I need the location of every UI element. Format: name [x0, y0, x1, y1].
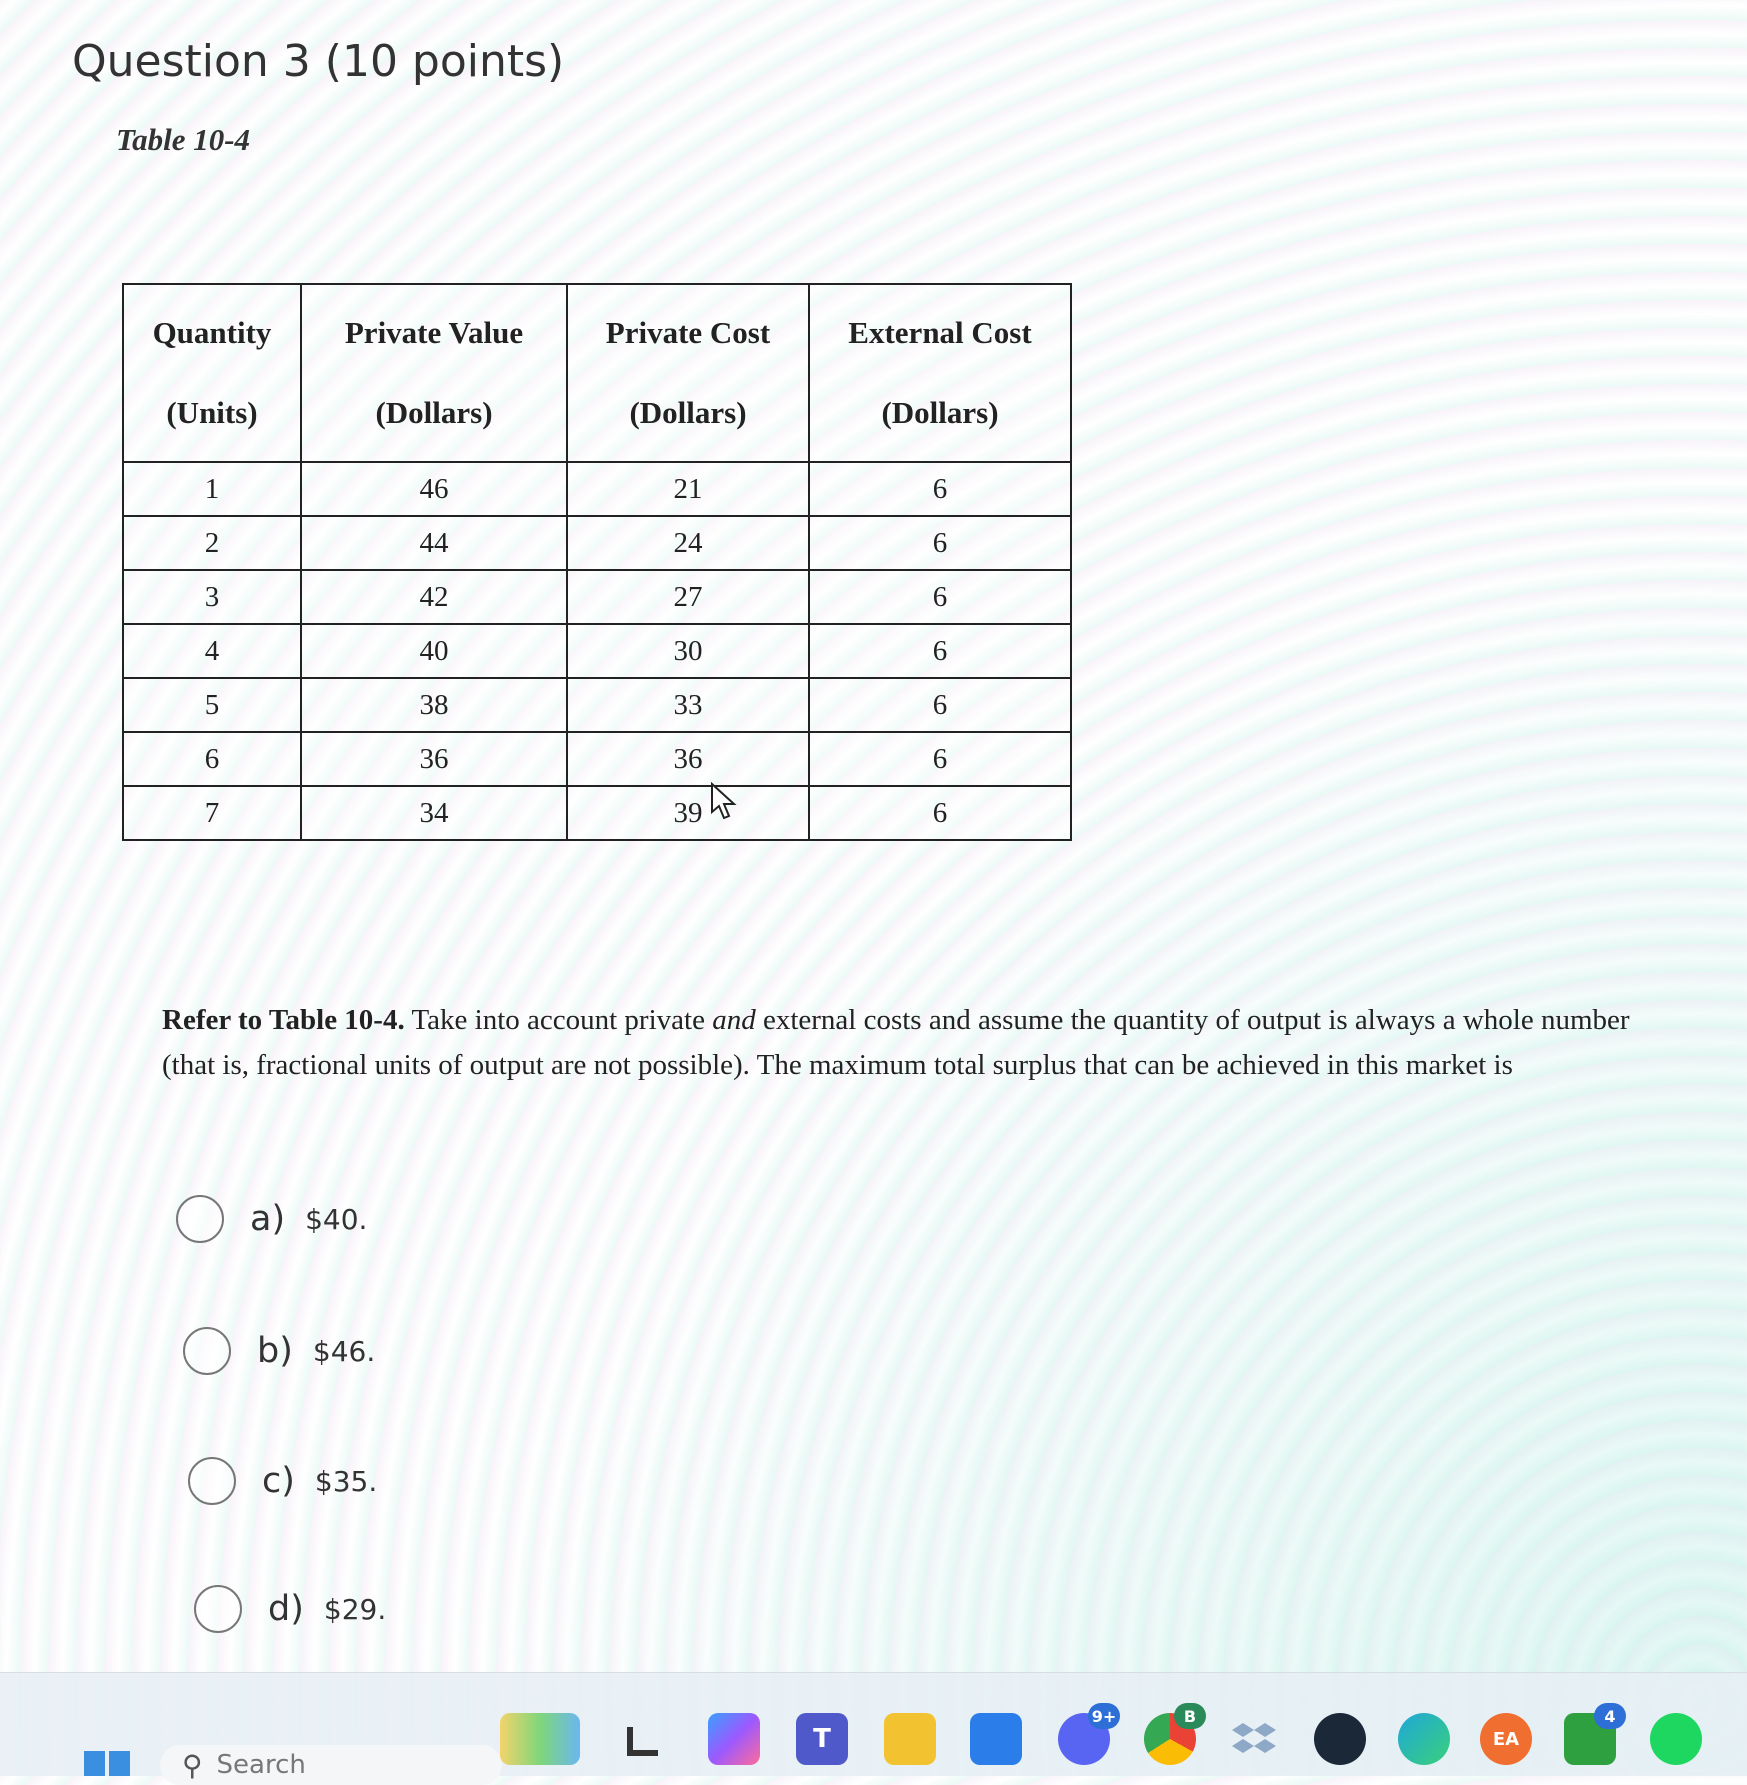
dropbox-icon[interactable] [1228, 1713, 1280, 1765]
chrome-icon[interactable] [1144, 1706, 1197, 1765]
windows-start-icon[interactable] [84, 1751, 130, 1776]
table-cell: 24 [567, 516, 809, 570]
edge-icon[interactable] [1398, 1713, 1450, 1765]
question-points: (10 points) [324, 36, 565, 87]
table-header-row [123, 284, 1071, 462]
table-cell: 40 [301, 624, 567, 678]
copilot-icon[interactable] [708, 1713, 760, 1765]
mouse-pointer-icon [710, 782, 738, 827]
widgets-icon[interactable] [500, 1713, 580, 1765]
question-title [72, 36, 564, 87]
table-cell: 6 [809, 786, 1071, 840]
table-row [123, 786, 1071, 840]
table-cell: 33 [567, 678, 809, 732]
prompt-text-part1: Take into account private [404, 1004, 713, 1036]
prompt-table-reference: Refer to Table 10-4. [162, 1004, 405, 1036]
table-cell: 36 [567, 732, 809, 786]
file-explorer-icon[interactable] [884, 1713, 936, 1765]
option-text: $35. [314, 1464, 378, 1498]
table-cell: 6 [123, 732, 301, 786]
prompt-italic-word: and [712, 1004, 756, 1036]
table-row [123, 624, 1071, 678]
table-row [123, 732, 1071, 786]
spotify-icon[interactable] [1650, 1713, 1702, 1765]
radio-button[interactable] [188, 1457, 236, 1505]
profile-badge: B [1174, 1703, 1206, 1729]
xbox-icon[interactable] [1564, 1706, 1616, 1765]
option-text: $46. [312, 1334, 376, 1368]
table-row [123, 516, 1071, 570]
table-cell: 6 [809, 462, 1071, 516]
table-cell: 39 [567, 786, 809, 840]
option-a[interactable] [176, 1195, 367, 1243]
radio-button[interactable] [176, 1195, 224, 1243]
search-placeholder: Search [216, 1750, 306, 1780]
notification-badge: 4 [1594, 1703, 1626, 1729]
option-letter: c) [262, 1461, 295, 1501]
taskbar-search-input[interactable] [160, 1745, 502, 1785]
task-view-icon[interactable] [618, 1713, 670, 1765]
table-cell: 46 [301, 462, 567, 516]
header-quantity: Quantity (Units) [123, 284, 301, 462]
option-letter: b) [257, 1331, 293, 1371]
table-cell: 36 [301, 732, 567, 786]
table-cell: 6 [809, 678, 1071, 732]
photos-icon[interactable] [970, 1713, 1022, 1765]
table-cell: 2 [123, 516, 301, 570]
table-cell: 38 [301, 678, 567, 732]
discord-icon[interactable] [1058, 1706, 1117, 1765]
table-cell: 27 [567, 570, 809, 624]
table-cell: 1 [123, 462, 301, 516]
table-caption: Table 10-4 [116, 122, 251, 157]
option-letter: a) [250, 1199, 286, 1239]
option-c[interactable] [188, 1457, 377, 1505]
table-cell: 3 [123, 570, 301, 624]
table-row [123, 570, 1071, 624]
header-external-cost: External Cost (Dollars) [809, 284, 1071, 462]
table-row [123, 462, 1071, 516]
teams-icon[interactable]: T [796, 1713, 848, 1765]
option-text: $40. [305, 1202, 368, 1236]
radio-button[interactable] [183, 1327, 231, 1375]
option-d[interactable] [194, 1585, 386, 1633]
notification-badge: 9+ [1088, 1703, 1120, 1729]
search-icon: ⚲ [182, 1749, 203, 1781]
option-letter: d) [268, 1589, 304, 1629]
table-cell: 6 [809, 624, 1071, 678]
steam-icon[interactable] [1314, 1713, 1366, 1765]
table-cell: 21 [567, 462, 809, 516]
header-private-cost: Private Cost (Dollars) [567, 284, 809, 462]
table-cell: 34 [301, 786, 567, 840]
table-cell: 5 [123, 678, 301, 732]
table-cell: 42 [301, 570, 567, 624]
option-b[interactable] [183, 1327, 375, 1375]
header-private-value: Private Value (Dollars) [301, 284, 567, 462]
table-cell: 6 [809, 516, 1071, 570]
question-prompt [162, 998, 1652, 1088]
radio-button[interactable] [194, 1585, 242, 1633]
table-cell: 7 [123, 786, 301, 840]
table-cell: 30 [567, 624, 809, 678]
table-row [123, 678, 1071, 732]
option-text: $29. [323, 1592, 387, 1626]
data-table [122, 283, 1072, 841]
ea-app-icon[interactable]: EA [1480, 1713, 1532, 1765]
taskbar [0, 1672, 1747, 1781]
table-cell: 6 [809, 570, 1071, 624]
question-number: Question 3 [72, 36, 311, 87]
table-cell: 6 [809, 732, 1071, 786]
table-cell: 4 [123, 624, 301, 678]
prompt-text-part2: external costs and assume the quantity of output is always a whole number (that is, fractional units of output are not possible). The maximum total surplus that can be achieved in this market is [162, 1004, 1630, 1081]
table-cell: 44 [301, 516, 567, 570]
